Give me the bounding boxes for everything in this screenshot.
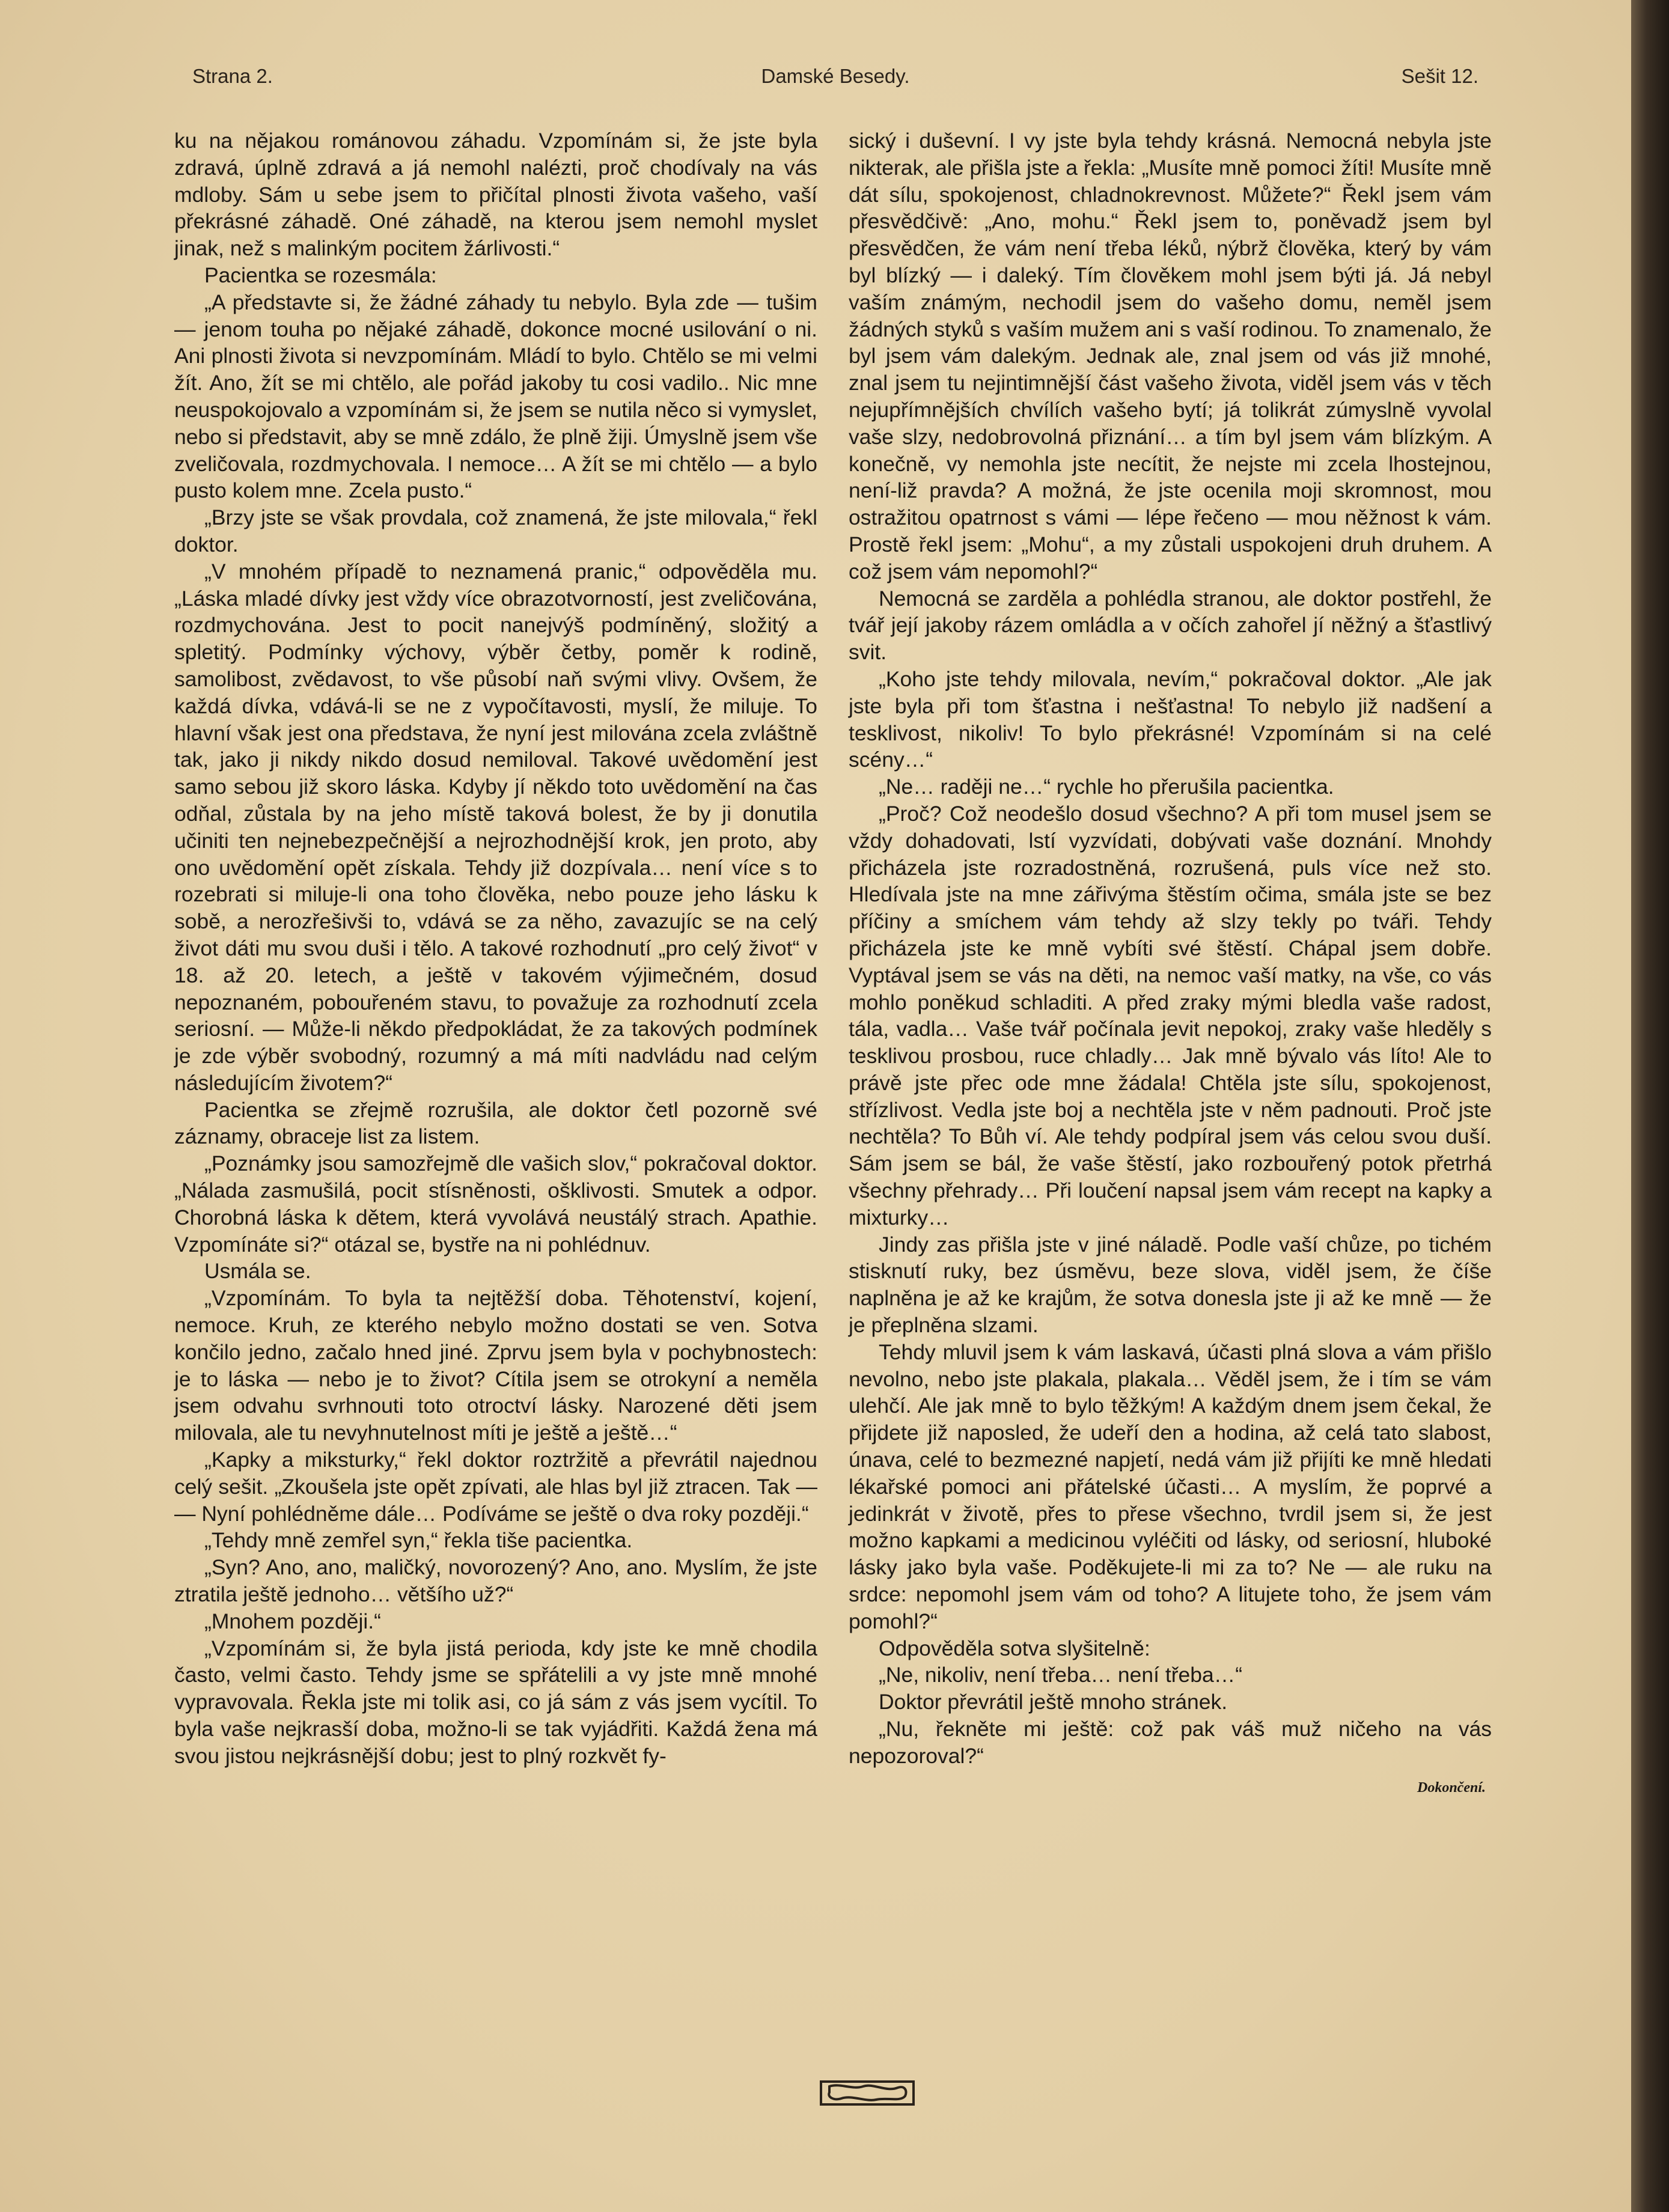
paragraph: „Vzpomínám. To byla ta nejtěžší doba. Těhotenství, kojení, nemoce. Kruh, ze kterého nebylo možno dostati se ven. Sotva končilo jedno, začalo hned jiné. Zprvu jsem byla v pochybnostech: je to láska — nebo je to život? Cítila jsem se otrokyní a neměla jsem odvahu svrhnouti toto otroctví lásky. Narozené děti jsem milovala, ale tu nevyhnutelnost míti je ještě a ještě…“ — [174, 1286, 817, 1445]
paragraph: „Tehdy mně zemřel syn,“ řekla tiše pacientka. — [204, 1528, 633, 1553]
paragraph: „Kapky a miksturky,“ řekl doktor roztržitě a převrátil najednou celý sešit. „Zkoušela jste opět zpívati, ale hlas byl již ztracen. Tak — — Nyní pohlédněme dále… Podíváme se ještě o dva roky později.“ — [174, 1448, 817, 1526]
paragraph: „Nu, řekněte mi ještě: což pak váš muž ničeho na vás nepozoroval?“ — [849, 1717, 1492, 1768]
book-binding-edge — [1631, 0, 1669, 2212]
paragraph: „Ne, nikoliv, není třeba… není třeba…“ — [879, 1663, 1243, 1687]
paragraph: „Koho jste tehdy milovala, nevím,“ pokračoval doktor. „Ale jak jste byla při tom šťastna i nešťastna! To nebylo již nadšení a tesklivost, nikoliv! To bylo překrásné! Vzpomínám si na celé scény…“ — [849, 666, 1492, 772]
page-number: Strana 2. — [192, 65, 273, 87]
paragraph: „Proč? Což neodešlo dosud všechno? A při tom musel jsem se vždy dohadovati, lstí vyzvídati, dobývati vaše doznání. Mnohdy přicházela jste rozradostněná, rozrušená, puls více než sto. Hledívala jste na mne zářivýma štěstím očima, smála jste se bez příčiny a smíchem vám tehdy až slzy tekly po tváři. Tehdy přicházela jste ke mně vybíti své štěstí. Chápal jsem dobře. Vyptával jsem se vás na děti, na nemoc vaší matky, na vše, co vás mohlo poněkud schladiti. A před zraky mými bledla vaše radost, tála, vadla… Vaše tvář počínala jevit nepokoj, zraky vaše hleděly s tesklivou prosbou, ruce chladly… Jak mně bývalo vás líto! Ale to právě jste přec ode mne žádala! Chtěla jste sílu, spokojenost, střízlivost. Vedla jste boj a nechtěla jste v něm padnouti. Proč jste nechtěla? To Bůh ví. Ale tehdy podpíral jsem vás celou svou duší. Sám jsem se bál, že vaše štěstí, jako rozbouřený potok přetrhá všechny přehrady… Při loučení napsal jsem vám recept na kapky a mixturky… — [849, 801, 1492, 1229]
paragraph: Pacientka se zřejmě rozrušila, ale doktor četl pozorně své záznamy, obraceje list za listem. — [174, 1097, 817, 1149]
left-column — [174, 127, 817, 1770]
paragraph: Tehdy mluvil jsem k vám laskavá, účasti plná slova a vám přišlo nevolno, nebo jste plakala, plakala… Věděl jsem, že i tím se vám ulehčí. Ale jak mně to bylo těžkým! A každým dnem jsem čekal, že přijdete již naposled, že udeří den a hodina, až celá tato slabost, únava, celé to bezmezné napjetí, nedá vám již přijíti ke mně hledati lékařské pomoci ani přátelské účasti… A myslím, že poprvé a jedinkrát v životě, přes to přese všechno, tvrdil jsem si, že jest možno kapkami a medicinou vyléčiti od lásky, od seriosní, hluboké lásky jako byla vaše. Poděkujete-li mi za to? Ne — ale ruku na srdce: nepomohl jsem vám od toho? A litujete toho, že jsem vám pomohl?“ — [849, 1339, 1492, 1633]
paragraph: „A představte si, že žádné záhady tu nebylo. Byla zde — tušim — jenom touha po nějaké záhadě, dokonce mocné usilování o ni. Ani plnosti života si nevzpomínám. Mládí to bylo. Chtělo se mi velmi žít. Ano, žít se mi chtělo, ale pořád jakoby tu cosi vadilo.. Nic mne neuspokojovalo a vzpomínám si, že jsem se nutila něco si vymyslet, nebo si představit, aby se mně zdálo, že plně žiji. Úmyslně jsem vše zveličovala, rozdmychovala. I nemoce… A žít se mi chtělo — a bylo pusto kolem mne. Zcela pusto.“ — [174, 290, 817, 503]
paragraph: „Mnohem později.“ — [204, 1609, 381, 1633]
paragraph: Jindy zas přišla jste v jiné náladě. Podle vaší chůze, po tichém stisknutí ruky, bez úsměvu, beze slova, viděl jsem, že číše naplněna je až ke krajům, že sotva donesla jste ji až ke mně — že je přeplněna slzami. — [849, 1232, 1492, 1338]
paragraph: „Syn? Ano, ano, maličký, novorozený? Ano, ano. Myslím, že jste ztratila ještě jednoho… většího už?“ — [174, 1555, 817, 1607]
paragraph: sický i duševní. I vy jste byla tehdy krásná. Nemocná nebyla jste nikterak, ale přišla jste a řekla: „Musíte mně pomoci žíti! Musíte mně dát sílu, spokojenost, chladnokrevnost. Můžete?“ Řekl jsem vám přesvědčivě: „Ano, mohu.“ Řekl jsem to, poněvadž jsem byl přesvědčen, že vám není třeba léků, nýbrž člověka, který by vám byl blízký — i daleký. Tím člověkem mohl jsem býti já. Já nebyl vaším známým, nechodil jsem do vašeho domu, neměl jsem žádných styků s vaším mužem ani s vaší rodinou. To znamenalo, že byl jsem vám dalekým. Jednak ale, znal jsem od vás již mnohé, znal jsem tu nejintimnější část vašeho života, viděl jsem vás v těch nejupřímnějších chvílích vašeho bytí; já tolikrát zúmyslně vyvolal vaše slzy, nedobrovolná přiznání… a tím byl jsem vám blízkým. A konečně, vy nemohla jste necítit, že nejste mi zcela lhostejnou, není-liž pravda? A možná, že jste ocenila moji skromnost, mou ostražitou opatrnost s vámi — lépe řečeno — mou něžnost k vám. Prostě řekl jsem: „Mohu“, a my zůstali uspokojeni druh druhem. A což jsem vám nepomohl?“ — [849, 129, 1492, 583]
paragraph: „V mnohém případě to neznamená pranic,“ odpověděla mu. „Láska mladé dívky jest vždy více obrazotvorností, jest zveličována, rozdmychována. Jest to pocit nanejvýš podmíněný, složitý a spletitý. Podmínky výchovy, výběr četby, poměr k rodině, samolibost, zvědavost, to vše působí naň svými vlivy. Ovšem, že každá dívka, vdává-li se ne z vypočítavosti, myslí, že miluje. To hlavní však jest ona představa, že nyní jest milována zcela zvláštně tak, jako ji nikdy nikdo dosud nemiloval. Takové uvědomění jest samo sebou již skoro láska. Kdyby jí někdo toto uvědomění na čas odňal, zůstala by na jeho místě taková bolest, že by ji donutila učiniti ten nejnebezpečnější a nejrozhodnější krok, jen proto, aby ono uvědomění opět získala. Tehdy již dozpívala… není více s to rozebrati si miluje-li ona toho člověka, nebo pouze jeho lásku k sobě, a nerozřešivši to, vdává se za něho, zavazujíc se na celý život dáti mu svou duši i tělo. A takové rozhodnutí „pro celý život“ v 18. až 20. letech, a ještě v takovém výjimečném, dosud nepoznaném, pobouřeném stavu, to považuje za rozhodnutí zcela seriosní. — Může-li někdo předpokládat, že za takových podmínek je zde výběr svobodný, rozumný a má míti nadvládu nad celým následujícím životem?“ — [174, 559, 817, 1095]
paragraph: „Poznámky jsou samozřejmě dle vašich slov,“ pokračoval doktor. „Nálada zasmušilá, pocit stísněnosti, ošklivosti. Smutek a odpor. Chorobná láska k dětem, která vyvolává neustálý strach. Apathie. Vzpomínáte si?“ otázal se, bystře na ni pohlédnuv. — [174, 1151, 817, 1257]
right-column — [849, 127, 1492, 1801]
end-ornament-icon — [816, 2074, 918, 2110]
paragraph: Pacientka se rozesmála: — [204, 263, 437, 287]
paragraph: ku na nějakou románovou záhadu. Vzpomínám si, že jste byla zdravá, úplně zdravá a já nemohl nalézti, proč chodívaly na vás mdloby. Sám u sebe jsem to přičítal plnosti života vašeho, vaší překrásné záhadě. Oné záhadě, na kterou jsem nemohl myslet jinak, než s malinkým pocitem žárlivosti.“ — [174, 129, 817, 261]
paragraph: „Ne… raději ne…“ rychle ho přerušila pacientka. — [879, 775, 1334, 799]
page-header — [192, 65, 1478, 101]
paragraph: Odpověděla sotva slyšitelně: — [879, 1636, 1150, 1660]
issue-number: Sešit 12. — [1401, 65, 1478, 87]
paragraph: „Brzy jste se však provdala, což znamená, že jste milovala,“ řekl doktor. — [174, 505, 817, 556]
paragraph: Doktor převrátil ještě mnoho stránek. — [879, 1690, 1228, 1714]
article-end-note: Dokončení. — [1417, 1779, 1486, 1796]
paragraph: Usmála se. — [204, 1259, 311, 1284]
magazine-title: Damské Besedy. — [761, 65, 910, 87]
paragraph: „Vzpomínám si, že byla jistá perioda, kdy jste ke mně chodila často, velmi často. Tehdy jsme se spřátelili a vy jste mně mnohé vypravovala. Řekla jste mi tolik asi, co já sám z vás jsem vycítil. To byla vaše nejkrasší doba, možno-li se tak vyjádřiti. Každá žena má svou jistou nejkrásnější dobu; jest to plný rozkvět fy- — [174, 1636, 817, 1768]
paragraph: Nemocná se zarděla a pohlédla stranou, ale doktor postřehl, že tvář její jakoby rázem omládla a v očích zahořel jí něžný a šťastlivý svit. — [849, 586, 1492, 665]
